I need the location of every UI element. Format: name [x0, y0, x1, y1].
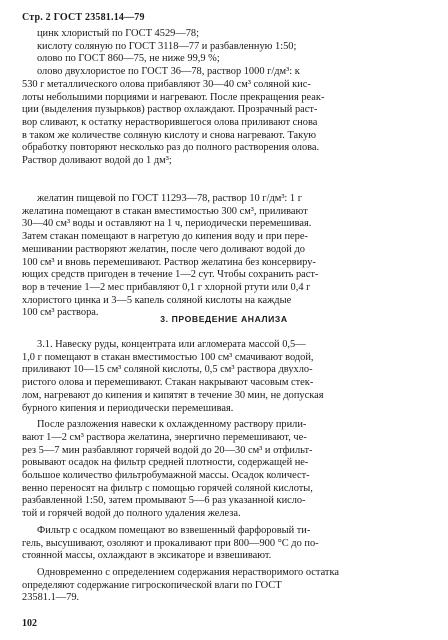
text-line: вают 1—2 см³ раствора желатина, энергично перемешивают, че-: [22, 431, 307, 443]
text-line: лом, нагревают до кипения и кипятят в течение 30 мин, не допуская: [22, 389, 324, 401]
reagent-tin-dichloride: олово двухлористое по ГОСТ 36—78, раствор 1000 г/дм³: к: [37, 66, 300, 78]
text-line: 23581.1—79.: [22, 592, 80, 604]
text-line: 100 см³ раствора.: [22, 307, 99, 319]
text-line: Раствор доливают водой до 1 дм³;: [22, 155, 172, 167]
text-line: в таком же количестве соляную кислоту и снова нагревают. Такую: [22, 129, 317, 141]
text-line: той и горячей водой до полного удаления железа.: [22, 508, 241, 520]
text-line: стоянной массы, охлаждают в эксикаторе и взвешивают.: [22, 550, 272, 562]
text-line: рез 5—7 мин разбавляют горячей водой до 20—30 см³ и отфильт-: [22, 444, 313, 456]
reagent-list: [22, 28, 422, 168]
text-line: Затем стакан помещают в нагретую до кипения воду и при пере-: [22, 231, 308, 243]
page-number: 102: [22, 618, 37, 629]
text-line: 3.1. Навеску руды, концентрата или агломерата массой 0,5—: [37, 339, 306, 350]
analysis-section: [22, 339, 422, 605]
text-line: мешивании растворяют желатин, после чего доливают водой до: [22, 243, 305, 255]
text-line: 1,0 г помещают в стакан вместимостью 100 см³ смачивают водой,: [22, 351, 314, 363]
text-line: лоты небольшими порциями и нагревают. После прекращения реак-: [22, 91, 325, 103]
reagent-zinc-chloride: цинк хлористый по ГОСТ 4529—78;: [37, 28, 200, 39]
text-line: вор сливают, к остатку нерастворившегося олова приливают снова: [22, 116, 318, 128]
text-line: желатина помещают в стакан вместимостью 300 см³, приливают: [22, 205, 308, 217]
text-line: После разложения навески к охлажденному раствору прили-: [37, 419, 307, 431]
text-line: венно переносят на фильтр с помощью горячей соляной кислоты,: [22, 482, 313, 494]
text-line: разбавленной 1:50, затем промывают 5—6 раз указанной кисло-: [22, 495, 306, 507]
text-line: 30—40 см³ воды и оставляют на 1 ч, периодически перемешивая.: [22, 218, 312, 230]
text-line: желатин пищевой по ГОСТ 11293—78, раствор 10 г/дм³: 1 г: [37, 193, 302, 204]
text-line: ющих средств пригоден в течение 1—2 сут. Чтобы сохранить раст-: [22, 269, 319, 281]
reagent-tin: олово по ГОСТ 860—75, не ниже 99,9 %;: [37, 53, 220, 65]
text-line: 530 г металлического олова прибавляют 30—40 см³ соляной кис-: [22, 78, 311, 90]
text-line: приливают 10—15 см³ соляной кислоты, 0,5 см³ раствора двухло-: [22, 364, 313, 376]
text-line: ровывают осадок на фильтр средней плотности, содержащей не-: [22, 457, 309, 469]
text-line: вор в течение 1—2 мес прибавляют 0,1 г хлорной ртути или 0,4 г: [22, 281, 311, 293]
reagent-hydrochloric-acid: кислоту соляную по ГОСТ 3118—77 и разбавленную 1:50;: [37, 40, 297, 52]
section-heading: 3. ПРОВЕДЕНИЕ АНАЛИЗА: [160, 314, 288, 324]
paragraph-decomposition: [22, 419, 422, 521]
text-line: 100 см³ и вновь перемешивают. Раствор желатина без консервиру-: [22, 256, 316, 268]
text-line: Одновременно с определением содержания нерастворимого остатка: [37, 566, 339, 578]
text-line: ции (выделения пузырьков) раствор охлаждают. Прозрачный раст-: [22, 104, 318, 116]
text-line: ристого олова и перемешивают. Стакан накрывают часовым стек-: [22, 377, 314, 389]
text-line: обработку повторяют несколько раз до полного растворения олова.: [22, 142, 320, 154]
paragraph-3-1: [22, 339, 422, 415]
text-line: Фильтр с осадком помещают во взвешенный фарфоровый ти-: [37, 524, 311, 536]
text-line: бурного кипения и периодически перемешивая.: [22, 402, 234, 414]
text-line: гель, высушивают, озоляют и прокаливают при 800—900 °С до по-: [22, 537, 319, 549]
text-line: большое количество фильтробумажной массы. Осадок количест-: [22, 470, 310, 482]
paragraph-filter: [22, 525, 422, 563]
paragraph-moisture: [22, 567, 422, 605]
running-header: Стр. 2 ГОСТ 23581.14—79: [22, 12, 145, 23]
text-line: определяют содержание гигроскопической влаги по ГОСТ: [22, 579, 282, 591]
text-line: хлористого цинка и 3—5 капель соляной кислоты на каждые: [22, 294, 292, 306]
gelatin-paragraph: [22, 193, 422, 320]
